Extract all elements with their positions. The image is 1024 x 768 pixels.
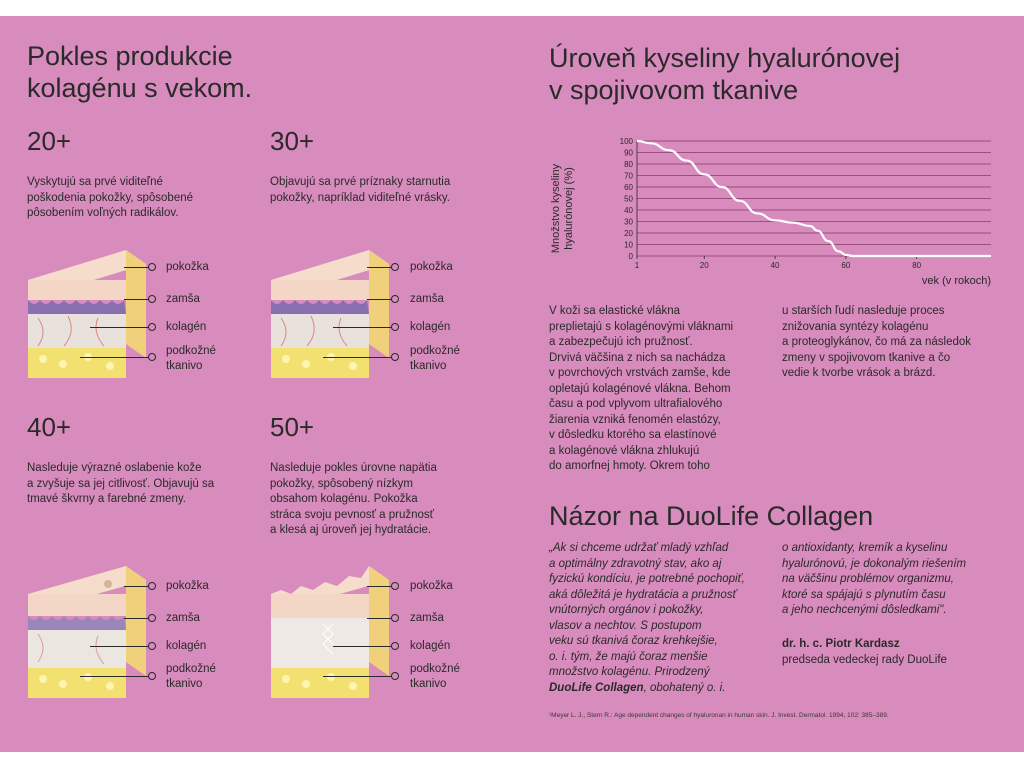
y-tick-label: 40 bbox=[624, 206, 633, 215]
right-title: Úroveň kyseliny hyalurónovej v spojivovom tkanive bbox=[549, 43, 901, 105]
quote-text: „Ak si chceme udržať mladý vzhľad a optimálny zdravotný stav, ako aj fyzickú kondíciu, je potrebné pochopiť, aká dôležitá je hydratácia a pružnosť vnútorných orgánov i pokožky, vlasov a nechtov. S postupom veku sú tkanivá čoraz krehkejšie, o. i. tým, že majú čoraz menšie množstvo kolagénu. Prirodzený bbox=[549, 542, 745, 678]
y-tick-label: 10 bbox=[624, 240, 633, 250]
label-marker bbox=[148, 295, 156, 303]
label-collagen: kolagén bbox=[166, 640, 207, 652]
footnote: ¹Meyer L. J., Stern R.: Age dependent changes of hyaluronan in human skin. J. Invest. Dermatol. 1994, 102: 385–389. bbox=[549, 712, 889, 719]
leader-line bbox=[124, 267, 150, 268]
y-tick-label: 30 bbox=[624, 217, 633, 227]
label-marker bbox=[391, 642, 399, 650]
y-tick-label: 50 bbox=[624, 194, 633, 204]
author-role: predseda vedeckej rady DuoLife bbox=[782, 654, 947, 666]
x-tick-label: 1 bbox=[634, 261, 640, 270]
y-tick-label: 70 bbox=[624, 171, 633, 181]
label-epidermis: pokožka bbox=[166, 580, 209, 592]
quote-text-end: , obohatený o. i. bbox=[643, 681, 726, 694]
leader-line bbox=[367, 586, 393, 587]
x-tick-label: 40 bbox=[770, 261, 780, 270]
label-marker bbox=[391, 295, 399, 303]
quote-col2: o antioxidanty, kremík a kyselinu hyalurónovú, je dokonalým riešením na väčšinu problémov organizmu, ktoré sa spájajú s plynutím času a jeho nechcenými dôsledkami". bbox=[782, 542, 967, 616]
x-axis-label: vek (v rokoch) bbox=[921, 275, 991, 287]
leader-line bbox=[333, 327, 393, 328]
y-tick-label: 100 bbox=[619, 137, 633, 146]
page bbox=[0, 16, 1024, 752]
label-subcutis: podkožné tkanivo bbox=[166, 345, 216, 372]
leader-line bbox=[124, 299, 150, 300]
stage-text-40: Nasleduje výrazné oslabenie kože a zvyšuje sa jej citlivosť. Objavujú sa tmavé škvrny a farebné zmeny. bbox=[27, 462, 215, 505]
label-marker bbox=[148, 263, 156, 271]
label-subcutis: podkožné tkanivo bbox=[166, 663, 216, 690]
label-marker bbox=[391, 323, 399, 331]
label-marker bbox=[148, 323, 156, 331]
skin-cross-section-illustration bbox=[28, 564, 146, 698]
label-marker bbox=[391, 614, 399, 622]
label-marker bbox=[148, 582, 156, 590]
y-tick-label: 0 bbox=[628, 252, 633, 261]
stage-text-50: Nasleduje pokles úrovne napätia pokožky, spôsobený nízkym obsahom kolagénu. Pokožka stráca svoju pevnosť a pružnosť a klesá aj úroveň jej hydratácie. bbox=[270, 462, 437, 536]
label-dermis: zamša bbox=[410, 293, 444, 305]
leader-line bbox=[124, 618, 150, 619]
label-marker bbox=[148, 614, 156, 622]
quote-col1 bbox=[549, 541, 779, 696]
opinion-title: Názor na DuoLife Collagen bbox=[549, 501, 874, 531]
x-tick-label: 60 bbox=[841, 261, 851, 270]
leader-line bbox=[80, 676, 150, 677]
body-text-col2: u starších ľudí nasleduje proces znižovania syntézy kolagénu a proteoglykánov, čo má za následok zmeny v spojivovom tkanive a čo vedie k tvorbe vrások a brázd. bbox=[782, 305, 972, 379]
leader-line bbox=[124, 586, 150, 587]
skin-diagram-40 bbox=[28, 564, 146, 698]
y-axis-label: Množstvo kyselinyhyalurónovej (%) bbox=[550, 163, 575, 254]
y-tick-label: 20 bbox=[624, 229, 633, 238]
body-text-col1: V koži sa elastické vlákna preplietajú s kolagénovými vláknami a zabezpečujú ich pružnosť. Drvivá väčšina z nich sa nachádza v povrchových vrstvách zamše, kde opletajú kolagénové vlákna. Behom času a pod vplyvom ultrafialového žiarenia vzniká fenomén elastózy, v dôsledku ktorého sa elastínové a kolagénové vlákna zhlukujú do amorfnej hmoty. Okrem toho bbox=[549, 305, 734, 472]
stage-age-50: 50+ bbox=[270, 412, 315, 442]
leader-line bbox=[367, 618, 393, 619]
stage-age-30: 30+ bbox=[270, 126, 315, 156]
y-tick-label: 60 bbox=[624, 183, 633, 192]
leader-line bbox=[333, 646, 393, 647]
chart-svg bbox=[549, 124, 999, 304]
label-epidermis: pokožka bbox=[410, 580, 453, 592]
x-tick-label: 80 bbox=[912, 261, 922, 270]
label-collagen: kolagén bbox=[166, 321, 207, 333]
label-marker bbox=[391, 672, 399, 680]
leader-line bbox=[367, 267, 393, 268]
leader-line bbox=[80, 357, 150, 358]
leader-line bbox=[367, 299, 393, 300]
left-title: Pokles produkcie kolagénu s vekom. bbox=[27, 41, 253, 103]
leader-line bbox=[90, 646, 150, 647]
leader-line bbox=[323, 357, 393, 358]
label-collagen: kolagén bbox=[410, 321, 451, 333]
label-marker bbox=[148, 642, 156, 650]
label-marker bbox=[148, 353, 156, 361]
skin-diagram-50 bbox=[271, 564, 389, 698]
label-marker bbox=[391, 263, 399, 271]
label-marker bbox=[391, 582, 399, 590]
stage-age-40: 40+ bbox=[27, 412, 72, 442]
label-epidermis: pokožka bbox=[166, 261, 209, 273]
leader-line bbox=[323, 676, 393, 677]
x-tick-label: 20 bbox=[699, 261, 709, 270]
stage-text-20: Vyskytujú sa prvé viditeľné poškodenia pokožky, spôsobené pôsobením voľných radikálov. bbox=[27, 176, 194, 219]
skin-cross-section-illustration bbox=[271, 564, 389, 698]
y-tick-label: 90 bbox=[624, 148, 633, 158]
hyaluronic-chart bbox=[549, 124, 999, 304]
label-marker bbox=[391, 353, 399, 361]
label-marker bbox=[148, 672, 156, 680]
label-subcutis: podkožné tkanivo bbox=[410, 663, 460, 690]
label-collagen: kolagén bbox=[410, 640, 451, 652]
label-subcutis: podkožné tkanivo bbox=[410, 345, 460, 372]
label-dermis: zamša bbox=[166, 293, 200, 305]
leader-line bbox=[90, 327, 150, 328]
y-tick-label: 80 bbox=[624, 160, 633, 169]
label-dermis: zamša bbox=[166, 612, 200, 624]
stage-text-30: Objavujú sa prvé príznaky starnutia pokožky, napríklad viditeľné vrásky. bbox=[270, 176, 451, 204]
stage-age-20: 20+ bbox=[27, 126, 72, 156]
label-dermis: zamša bbox=[410, 612, 444, 624]
label-epidermis: pokožka bbox=[410, 261, 453, 273]
brand-name: DuoLife Collagen bbox=[549, 681, 644, 694]
author-name: dr. h. c. Piotr Kardasz bbox=[782, 638, 900, 650]
